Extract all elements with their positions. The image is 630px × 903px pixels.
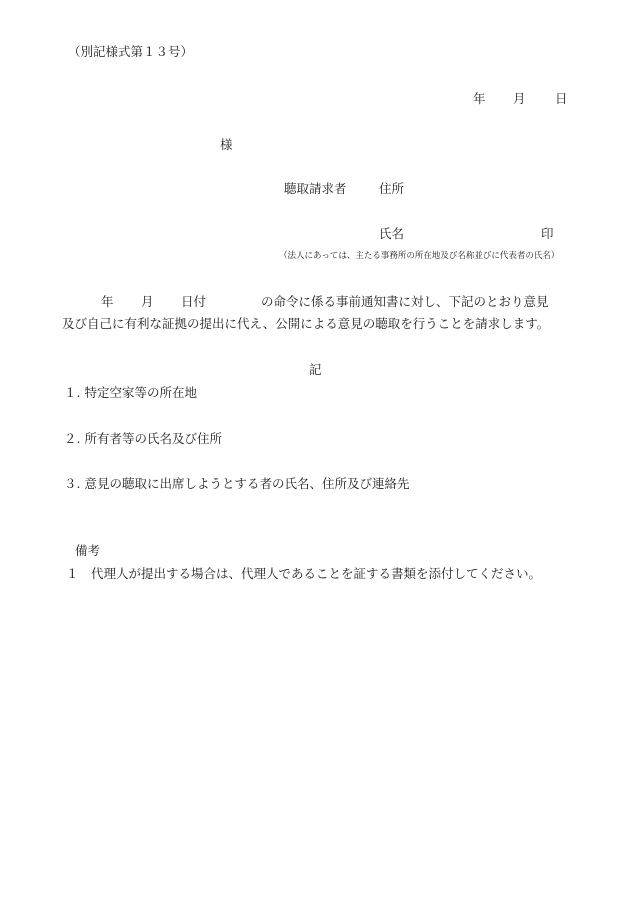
body-date-year: 年 xyxy=(101,294,114,309)
address-label: 住所 xyxy=(379,181,405,196)
seal-mark: 印 xyxy=(541,226,554,241)
body-line-2: 及び自己に有利な証拠の提出に代え、公開による意見の聴取を行うことを請求します。 xyxy=(62,316,550,331)
corporate-note: （法人にあっては、主たる事務所の所在地及び名称並びに代表者の氏名） xyxy=(279,251,560,261)
date-year-label: 年 xyxy=(473,91,486,106)
requester-label: 聴取請求者 xyxy=(284,181,347,196)
body-line-1: の命令に係る事前通知書に対し、下記のとおり意見 xyxy=(261,294,549,309)
item-1: １. 特定空家等の所在地 xyxy=(64,385,197,400)
remarks-title: 備考 xyxy=(75,543,101,558)
remarks-text: 代理人が提出する場合は、代理人であることを証する書類を添付してください。 xyxy=(91,566,542,581)
item-3: ３. 意見の聴取に出席しようとする者の氏名、住所及び連絡先 xyxy=(64,476,410,491)
date-day-label: 日 xyxy=(555,91,568,106)
addressee-honorific: 様 xyxy=(220,137,233,152)
name-label: 氏名 xyxy=(379,226,405,241)
form-number: （別記様式第１３号） xyxy=(68,44,194,59)
item-2: ２. 所有者等の氏名及び住所 xyxy=(64,431,222,446)
ki-heading: 記 xyxy=(309,362,322,377)
body-date-month: 月 xyxy=(141,294,154,309)
remarks-number: １ xyxy=(66,566,79,581)
body-date-day: 日付 xyxy=(181,294,207,309)
date-month-label: 月 xyxy=(513,91,526,106)
